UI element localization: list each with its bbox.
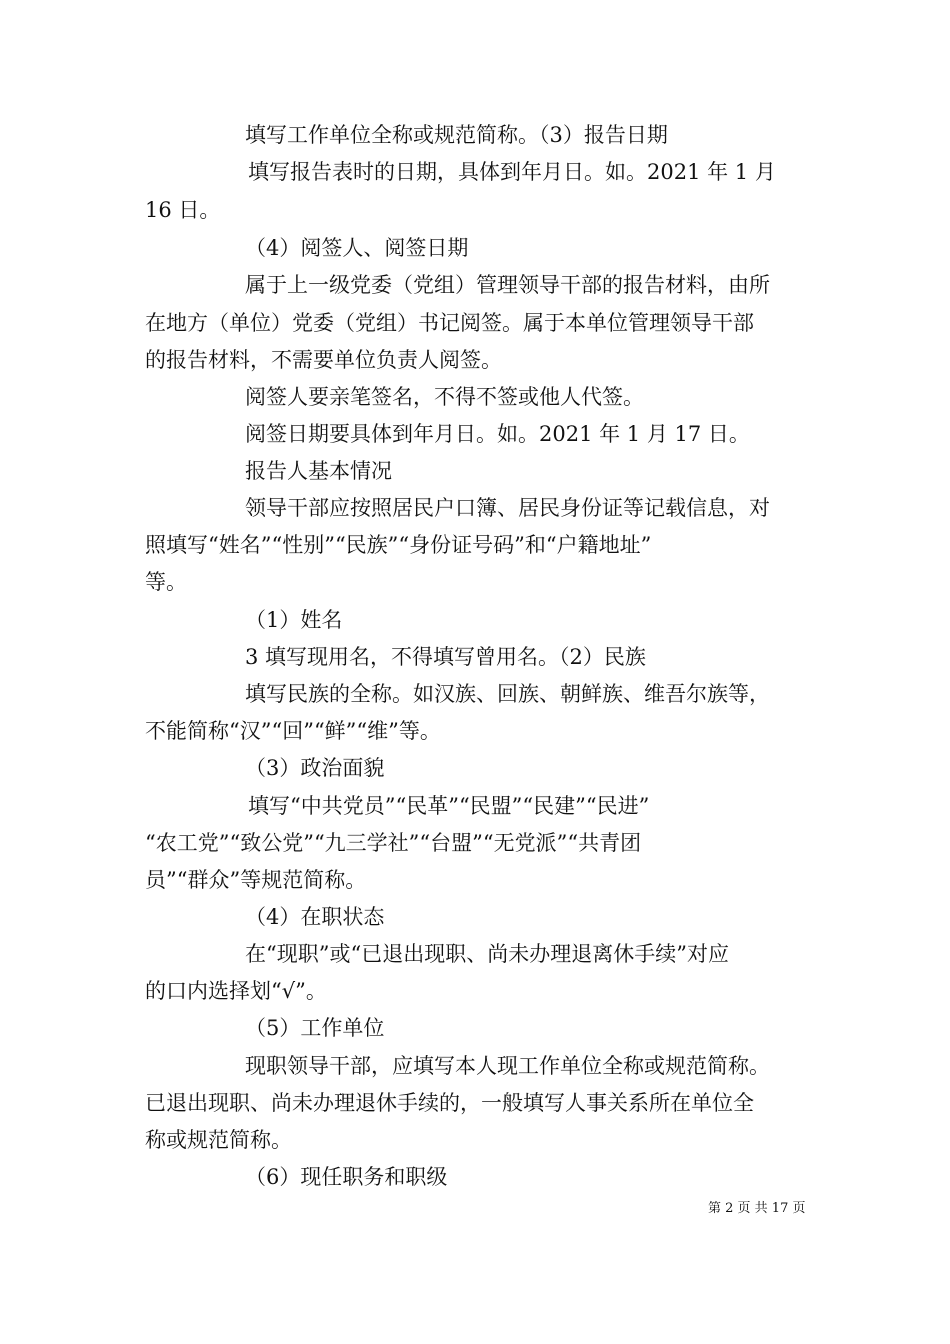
paragraph-line: 已退出现职、尚未办理退休手续的，一般填写人事关系所在单位全 <box>145 1091 754 1115</box>
paragraph-line: 阅签人要亲笔签名，不得不签或他人代签。 <box>245 385 644 409</box>
paragraph-line: 的报告材料，不需要单位负责人阅签。 <box>145 348 502 372</box>
paragraph-line: 属于上一级党委（党组）管理领导干部的报告材料，由所 <box>245 273 770 297</box>
paragraph-line: 3 填写现用名，不得填写曾用名。（2）民族 <box>245 645 646 669</box>
paragraph-line: 现职领导干部，应填写本人现工作单位全称或规范简称。 <box>245 1054 770 1078</box>
paragraph-line: 不能简称“汉”“回”“鲜”“维”等。 <box>145 719 441 743</box>
paragraph-line: 等。 <box>145 570 187 594</box>
paragraph-line: （3）政治面貌 <box>245 756 385 780</box>
paragraph-line: 填写“中共党员”“民革”“民盟”“民建”“民进” <box>248 794 650 818</box>
paragraph-line: （4）在职状态 <box>245 905 385 929</box>
paragraph-line: 在“现职”或“已退出现职、尚未办理退离休手续”对应 <box>245 942 729 966</box>
paragraph-line: “农工党”“致公党”“九三学社”“台盟”“无党派”“共青团 <box>145 831 642 855</box>
paragraph-line: （6）现任职务和职级 <box>245 1165 448 1189</box>
paragraph-line: 填写工作单位全称或规范简称。（3）报告日期 <box>245 123 668 147</box>
paragraph-line: 称或规范简称。 <box>145 1128 292 1152</box>
paragraph-line: （4）阅签人、阅签日期 <box>245 236 469 260</box>
paragraph-line: 阅签日期要具体到年月日。如。2021 年 1 月 17 日。 <box>245 422 750 446</box>
paragraph-line: 领导干部应按照居民户口簿、居民身份证等记载信息，对 <box>245 496 770 520</box>
paragraph-line: （5）工作单位 <box>245 1016 385 1040</box>
paragraph-line: 照填写“姓名”“性别”“民族”“身份证号码”和“户籍地址” <box>145 533 652 557</box>
paragraph-line: 的口内选择划“√”。 <box>145 979 327 1003</box>
paragraph-line: 在地方（单位）党委（党组）书记阅签。属于本单位管理领导干部 <box>145 311 754 335</box>
paragraph-line: 16 日。 <box>145 198 221 222</box>
paragraph-line: 员”“群众”等规范简称。 <box>145 868 367 892</box>
paragraph-line: 填写民族的全称。如汉族、回族、朝鲜族、维吾尔族等， <box>245 682 770 706</box>
page-number: 第 2 页 共 17 页 <box>708 1201 806 1216</box>
paragraph-line: 填写报告表时的日期，具体到年月日。如。2021 年 1 月 <box>248 160 776 184</box>
paragraph-line: （1）姓名 <box>245 608 343 632</box>
section-heading: 报告人基本情况 <box>245 459 392 483</box>
